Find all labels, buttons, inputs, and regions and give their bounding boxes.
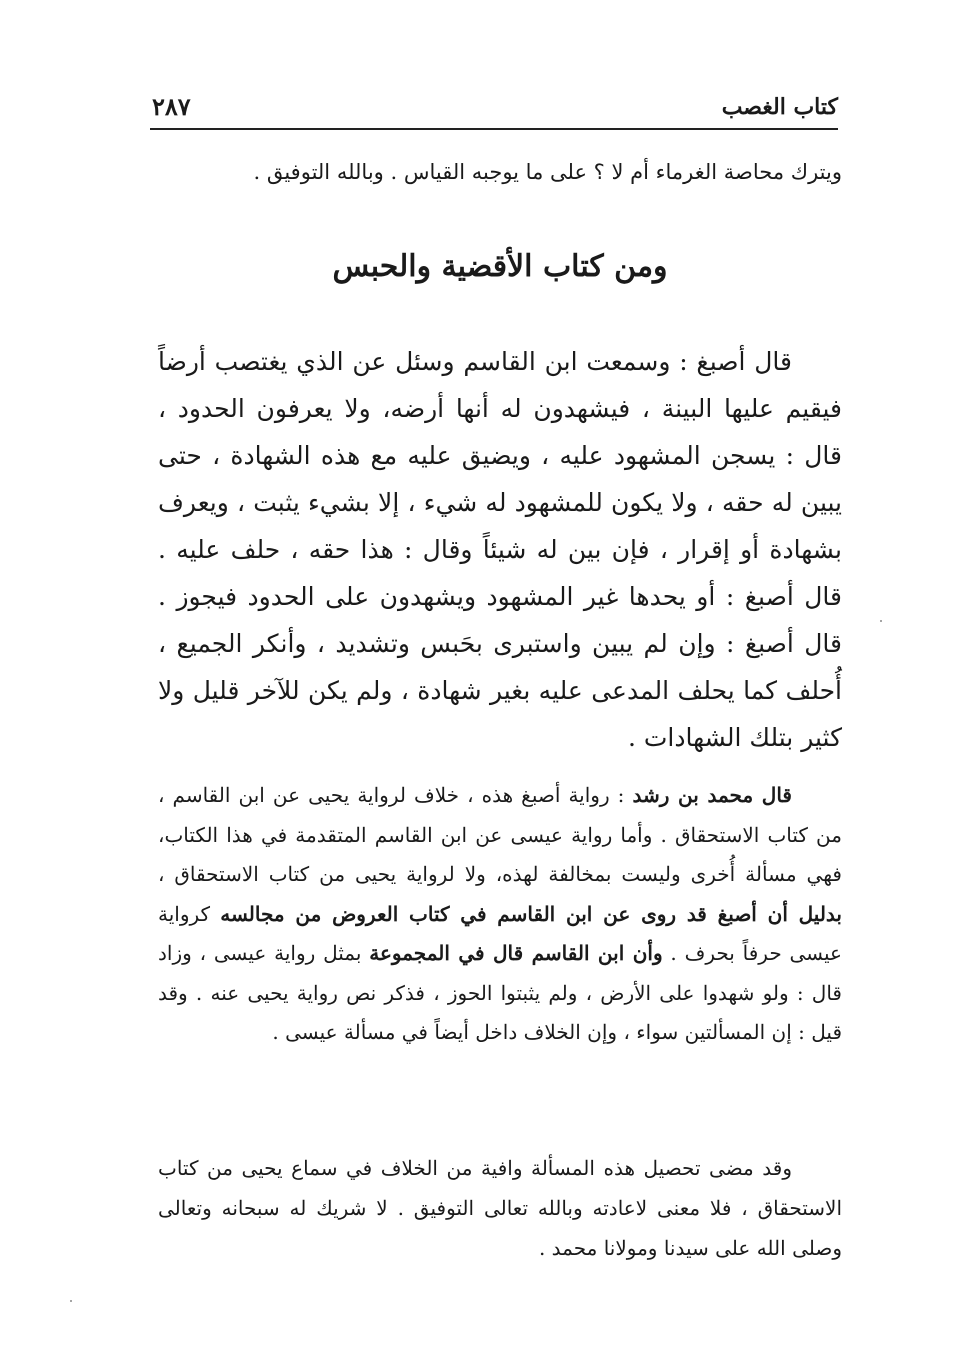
paragraph-3: وقد مضى تحصيل هذه المسألة وافية من الخلاف في سماع يحيى من كتاب الاستحقاق ، فلا معنى لاعادته وبالله تعالى التوفيق . لا شريك له سبحانه وتعالى وصلى الله على سيدنا ومولانا محمد . xyxy=(158,1156,842,1260)
page-number: ٢٨٧ xyxy=(152,92,191,121)
paragraph-1: قال أصبغ : وسمعت ابن القاسم وسئل عن الذي يغتصب أرضاً فيقيم عليها البينة ، فيشهدون له أنها أرضه، ولا يعرفون الحدود ، قال : يسجن المشهود عليه ، ويضيق عليه مع هذه الشهادة ، حتى يبين له حقه ، ولا يكون للمشهود له شيء ، إلا بشيء يثبت ، ويعرف بشهادة أو إقرار ، فإن بين له شيئاً وقال : هذا حقه ، حلف عليه . قال أصبغ : أو يحدها غير المشهود ويشهدون على الحدود فيجوز . قال أصبغ : وإن لم يبين واستبرى بحَبس وتشديد ، وأنكر الجميع ، أُحلف كما يحلف المدعى عليه بغير شهادة ، ولم يكن للآخر قليل ولا كثير بتلك الشهادات . xyxy=(158,347,842,752)
paragraph-2-segment: بدليل أن أصبغ قد روى عن ابن القاسم في كتاب العروض من مجالسه xyxy=(220,901,842,926)
paragraph-2 xyxy=(158,776,842,1053)
scan-speckle xyxy=(880,620,882,622)
paragraph-2-segment: كرواية عيسى حرفاً بحرف . xyxy=(158,901,842,965)
paragraph-2-segment: بمثل رواية عيسى ، وزاد قال : ولو شهدوا على الأرض ، ولم يثبتوا الحوز ، فذكر نص رواية يحيى عنه . وقد قيل : إن المسألتين سواء ، وإن الخلاف داخل أيضاً في مسألة عيسى . xyxy=(158,941,842,1044)
running-title: كتاب الغصب xyxy=(721,94,838,120)
paragraph-2-segment: : رواية أصبغ هذه ، خلاف لرواية يحيى عن ابن القاسم ، من كتاب الاستحقاق . وأما رواية عيسى عن ابن القاسم المتقدمة في هذا الكتاب، فهي مسألة أُخرى وليست بمخالفة لهذه، ولا لرواية يحيى من كتاب الاستحقاق ، xyxy=(158,783,842,886)
scan-speckle xyxy=(70,1300,72,1302)
intro-line: ويترك محاصة الغرماء أم لا ؟ على ما يوجبه القياس . وبالله التوفيق . xyxy=(253,160,842,184)
section-title: ومن كتاب الأقضية والحبس xyxy=(332,249,668,284)
paragraph-2-segment: قال محمد بن رشد xyxy=(632,783,792,807)
page-header xyxy=(150,92,838,130)
paragraph-2-segment: وأن ابن القاسم قال في المجموعة xyxy=(369,941,663,965)
